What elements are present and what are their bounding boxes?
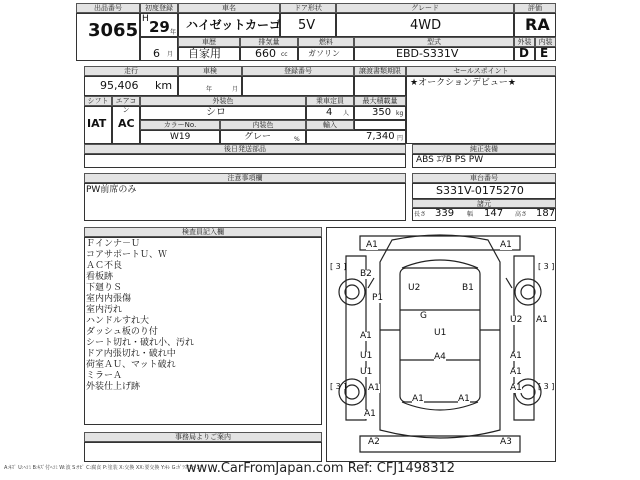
price-unit: 円 — [397, 135, 404, 142]
damage-mark: G — [420, 311, 427, 321]
length-value: 339 — [435, 208, 455, 219]
inspector-note: ダッシュ板のり付 — [86, 327, 158, 337]
fuel-value: ガソリン — [308, 49, 340, 58]
capacity-header: 乗車定員 — [306, 96, 354, 106]
capacity-unit: 人 — [343, 110, 350, 117]
int-grade: E — [540, 46, 549, 60]
max-load-value: 350 — [372, 107, 392, 118]
legend-text: A:ｷｽﾞ U:ﾍｺﾐ B:ｷｽﾞ付ﾍｺﾐ W:波 S:ｻﾋﾞ C:腐食 P:塗装 X:交換 XX:要交換 Y:ｷﾚ G:ｶﾞﾗｽ(1~3) — [4, 465, 202, 471]
damage-mark: A1 — [360, 331, 372, 341]
price-value: 7,340 — [366, 131, 395, 142]
inspector-notes-list — [86, 239, 320, 393]
inspector-note: ＡＣ不良 — [86, 261, 123, 271]
max-load-header: 最大積載量 — [354, 96, 406, 106]
damage-mark: U1 — [360, 367, 373, 377]
fuel-header: 燃料 — [298, 37, 354, 47]
lot-no-header: 出品番号 — [76, 3, 140, 13]
damage-mark: A1 — [364, 409, 376, 419]
recycle-cell — [354, 76, 406, 96]
ac-value: AC — [118, 117, 135, 130]
color-no-value: W19 — [170, 132, 191, 142]
score-header: 評価 — [514, 3, 556, 13]
sales-point-header: セールスポイント — [406, 66, 556, 76]
int-color-header: 内装色 — [220, 120, 306, 130]
damage-mark: U2 — [408, 283, 421, 293]
inspector-note: 室内汚れ — [86, 305, 123, 315]
max-load-unit: kg — [396, 110, 404, 117]
damage-mark: A1 — [510, 383, 522, 393]
displacement-value: 660 — [255, 47, 276, 60]
later-parts-header: 後日発送部品 — [84, 144, 406, 154]
mileage-value: 95,406 — [100, 79, 139, 92]
height-value: 187 — [536, 208, 556, 219]
width-value: 147 — [484, 208, 504, 219]
displacement-header: 排気量 — [240, 37, 298, 47]
height-label: 高さ — [515, 211, 528, 218]
glass-mark: [ 3 ] — [330, 382, 347, 391]
dims-header: 諸元 — [412, 199, 556, 208]
inspector-note: ミラーＡ — [86, 371, 123, 381]
inspector-note: 下廻りＳ — [86, 283, 123, 293]
damage-mark: B1 — [462, 283, 474, 293]
car-name-header: 車名 — [178, 3, 280, 13]
inspector-note: 荷室ＡＵ、マット破れ — [86, 360, 176, 370]
damage-mark: A1 — [368, 383, 380, 393]
damage-mark: A1 — [536, 315, 548, 325]
int-score-header: 内装 — [535, 37, 556, 47]
inspector-note: 看板跡 — [86, 272, 114, 282]
grade-header: グレード — [336, 3, 514, 13]
reg-year: 29 — [149, 18, 170, 36]
damage-mark: P1 — [372, 293, 384, 303]
damage-mark: A4 — [434, 352, 446, 362]
lot-number: 3065 — [88, 20, 139, 41]
reg-month: 6 — [153, 47, 160, 60]
ext-color-header: 外装色 — [140, 96, 306, 106]
ext-grade: D — [519, 46, 529, 60]
inspector-note: コアサポートＵ、Ｗ — [86, 250, 168, 260]
width-label: 幅 — [467, 211, 474, 218]
inspector-note: シート切れ・破れ小、汚れ — [86, 338, 195, 348]
body-type-header: 車歴 — [178, 37, 240, 47]
month-unit: 月 — [167, 51, 174, 58]
era-letter: H — [142, 14, 149, 24]
doors-header: ドア形状 — [280, 3, 336, 13]
color-no-header: カラーNo. — [140, 120, 220, 130]
damage-mark: A3 — [500, 437, 512, 447]
import-header: 輸入 — [306, 120, 354, 130]
reg-no-header: 登録番号 — [242, 66, 354, 76]
shift-header: シフト — [84, 96, 112, 106]
insp-year: 年 — [206, 86, 213, 93]
int-color-value: グレー — [244, 132, 272, 142]
sales-point: ★オークションデビュー★ — [410, 78, 516, 88]
inspector-note: ハンドルすれ大 — [86, 316, 150, 326]
glass-mark: [ 3 ] — [330, 262, 347, 271]
shift-value: IAT — [87, 117, 107, 130]
damage-mark: A1 — [458, 394, 470, 404]
inspection-header: 車検 — [178, 66, 242, 76]
grade-value: 4WD — [410, 18, 442, 33]
ext-color-value: シロ — [206, 107, 226, 118]
damage-mark: A1 — [510, 367, 522, 377]
inspector-header: 検査員記入欄 — [84, 227, 322, 237]
body-type-value: 自家用 — [188, 47, 221, 60]
insp-month: 月 — [232, 86, 239, 93]
chassis-header: 車台番号 — [412, 173, 556, 183]
capacity-value: 4 — [326, 107, 333, 118]
mileage-unit: km — [155, 79, 173, 92]
office-cell — [84, 442, 322, 462]
length-label: 長さ — [414, 211, 427, 218]
displacement-unit: cc — [281, 51, 288, 58]
damage-mark: U1 — [434, 328, 447, 338]
damage-mark: A2 — [368, 437, 380, 447]
doors-value: 5V — [298, 18, 316, 33]
inspector-note: ドア内張切れ・破れ中 — [86, 349, 176, 359]
damage-mark: A1 — [510, 351, 522, 361]
inspector-note: Ｆインナ－Ｕ — [86, 239, 141, 249]
first-reg-header: 初度登録 — [140, 3, 178, 13]
equipment-value: ABS ｴｱB PS PW — [416, 155, 484, 165]
model-header: 型式 — [354, 37, 514, 47]
model-value: EBD-S331V — [396, 47, 459, 60]
damage-mark: B2 — [360, 269, 372, 279]
damage-mark: A1 — [412, 394, 424, 404]
inspector-note: 外装仕上げ跡 — [86, 382, 141, 392]
equipment-header: 純正装備 — [412, 144, 556, 154]
mileage-header: 走行 — [84, 66, 178, 76]
reg-no-cell — [242, 76, 354, 96]
ac-header: エアコン — [112, 96, 140, 106]
pct-mark: % — [294, 136, 300, 143]
glass-mark: [ 3 ] — [538, 382, 555, 391]
chassis-value: S331V-0175270 — [436, 184, 524, 197]
car-diagram-frame — [326, 227, 556, 462]
damage-mark: A1 — [366, 240, 378, 250]
recycle-header: 譲渡書類期限 — [354, 66, 406, 76]
office-header: 事務局よりご案内 — [84, 432, 322, 442]
damage-mark: U2 — [510, 315, 523, 325]
inspector-note: 室内内張傷 — [86, 294, 132, 304]
notes-value: PW前席のみ — [86, 185, 137, 195]
notes-header: 注意事項欄 — [84, 173, 406, 183]
car-name: ハイゼットカーゴ — [186, 18, 282, 32]
damage-mark: U1 — [360, 351, 373, 361]
score-value: RA — [525, 15, 550, 34]
year-unit: 年 — [170, 29, 177, 36]
glass-mark: [ 3 ] — [538, 262, 555, 271]
ext-score-header: 外装 — [514, 37, 535, 47]
watermark: www.CarFromJapan.com Ref: CFJ1498312 — [186, 461, 456, 476]
later-parts-cell — [84, 154, 406, 168]
damage-mark: A1 — [500, 240, 512, 250]
import-value-cell — [354, 120, 406, 130]
